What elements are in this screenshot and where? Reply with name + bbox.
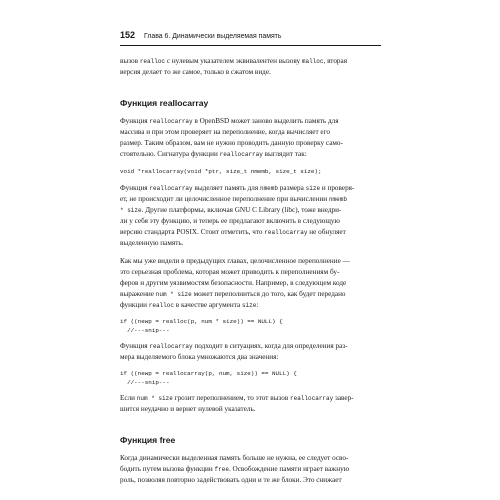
inline-code: free (214, 466, 229, 473)
section-heading-free: Функция free (120, 435, 176, 445)
inline-code: reallocarray (149, 343, 193, 350)
inline-code: reallocarray (219, 151, 263, 158)
inline-code: reallocarray (149, 185, 193, 192)
inline-code: malloc (301, 58, 324, 65)
book-page (120, 30, 381, 500)
paragraph: Функция reallocarray выделяет память для nmemb размера size и проверя- ет, не происходит ли целочисленное переполнение при вычислении nmemb * size. Другие платформы, включая GNU C Library (libc), тоже внедри- ли у себя эту функцию, и теперь ее предлагают включить в следующую версию стандарта POSIX. Стоит отметить, что reallocarray не обнуляет выделенную память. (120, 184, 355, 247)
inline-code: reallocarray (264, 229, 308, 236)
inline-code: realloc (139, 58, 166, 65)
intro-paragraph: вызов realloc с нулевым указателем эквивалентен вызову malloc, вторая версия делает то же самое, только в сжатом виде. (120, 57, 348, 76)
paragraph: Функция reallocarray в OpenBSD может заново выделить память для массива и при этом проверяет на переполнение, когда вычисляет его размер. Таким образом, вам не нужно проводить данную проверку само- стоятельно. Сигнатура функции reallocarray выглядит так: (120, 117, 343, 158)
code-block: void *reallocarray(void *ptr, size_t nmemb, size_t size); (120, 168, 322, 175)
inline-code: realloc (148, 302, 174, 309)
paragraph: Как мы уже видели в предыдущих главах, целочисленное переполнение — это серьезная проблема, которая может приводить к переполнениям бу- феров и другим уязвимостям безопасности. Например, в следующем коде выражение num * size может переполниться до того, как будет передано функции realloc в качестве аргумента size: (120, 257, 350, 309)
inline-code: nmemb (328, 196, 347, 203)
code-block: if ((newp = reallocarray(p, num, size)) == NULL) { //---snip--- (120, 370, 297, 386)
code-block: if ((newp = realloc(p, num * size)) == NULL) { //---snip--- (120, 318, 283, 334)
inline-code: nmemb (259, 185, 278, 192)
inline-code: num * size (136, 395, 173, 402)
inline-code: num * size (155, 291, 192, 298)
page-number: 152 (120, 30, 136, 40)
paragraph: Если num * size грозит переполнением, то этот вызов reallocarray завер- шится неудачно и вернет нулевой указатель. (120, 394, 354, 413)
paragraph: Когда динамически выделенная память больше не нужна, ее следует осво- бодить путем вызова функции free. Освобождение памяти играет важную роль, позволяя повторно задействовать одни и те же блоки. Это снижает (120, 454, 350, 484)
inline-code: size (305, 185, 321, 192)
paragraph: Функция reallocarray подходит в ситуациях, когда для определения раз- мера выделяемого блока умножаются два значения: (120, 342, 348, 361)
inline-code: size (241, 302, 257, 309)
inline-code: reallocarray (290, 395, 334, 402)
running-header (120, 30, 381, 42)
inline-code: reallocarray (149, 118, 193, 125)
section-heading-reallocarray: Функция reallocarray (120, 98, 209, 108)
chapter-title: Глава 6. Динамически выделяемая память (144, 33, 282, 40)
inline-code: * size (120, 207, 142, 214)
